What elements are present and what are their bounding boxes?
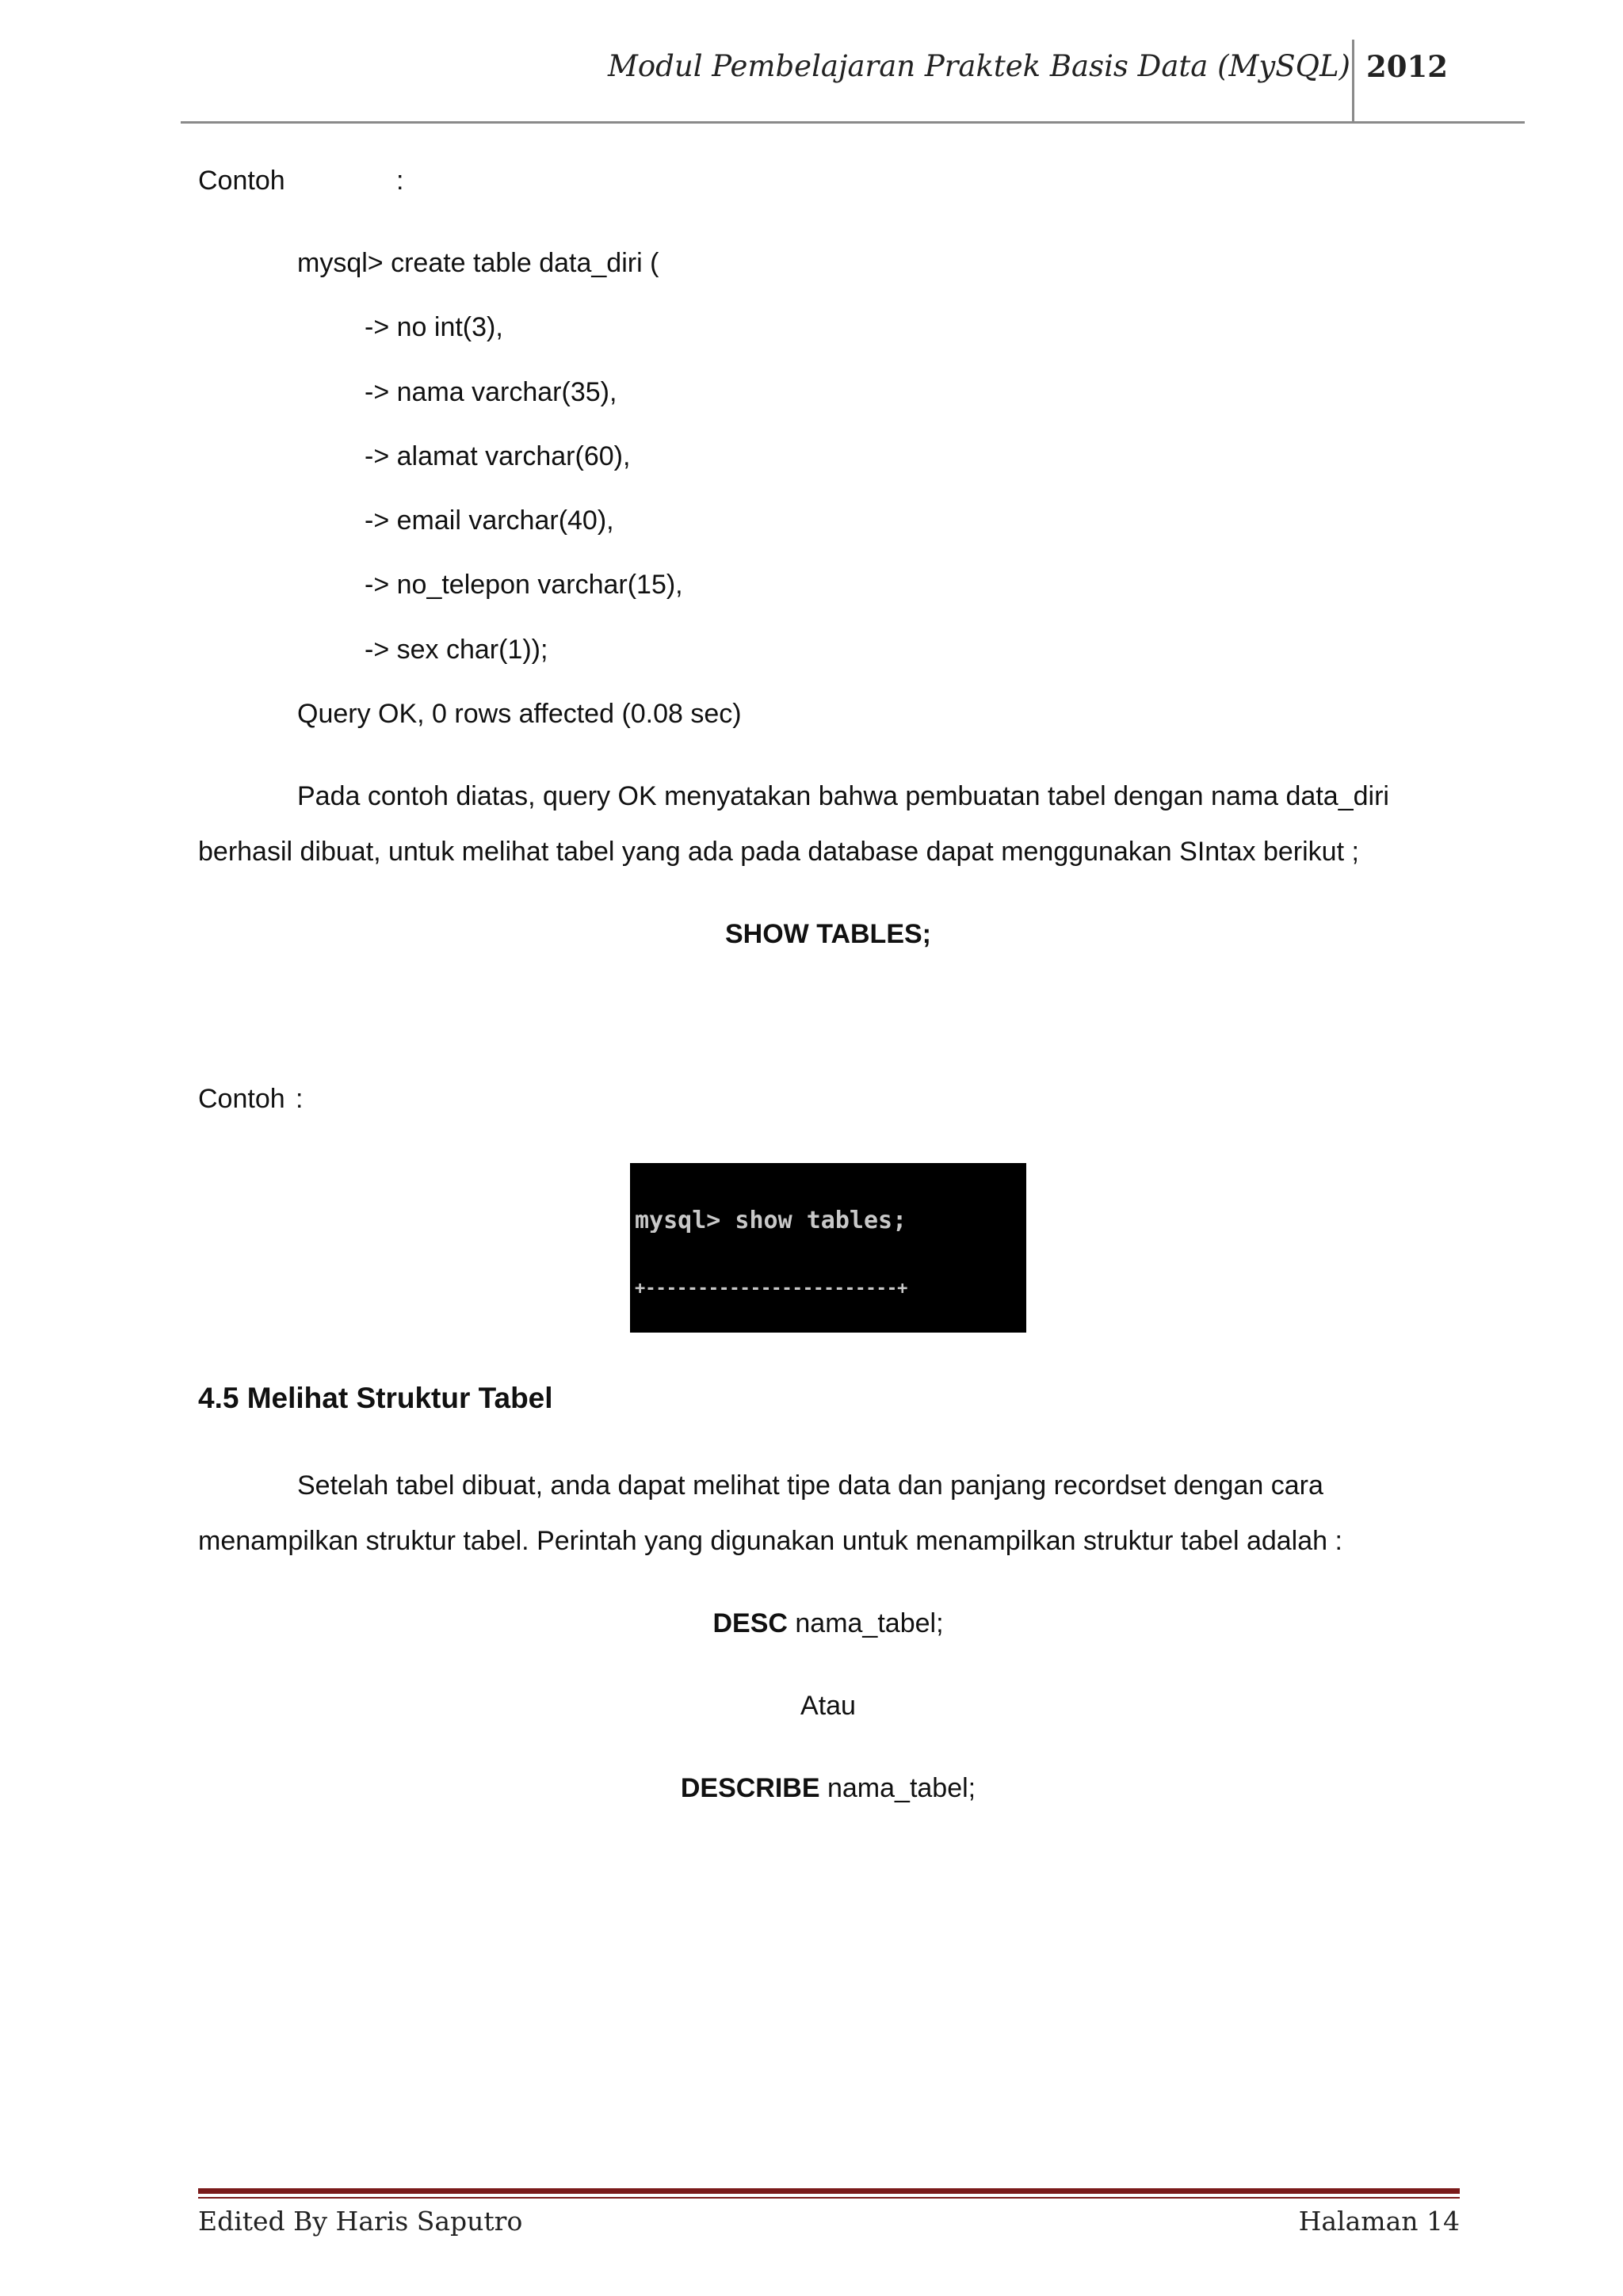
footer-page-number: Halaman 14 (1298, 2206, 1460, 2237)
code-line: mysql> create table data_diri ( (297, 248, 659, 278)
syntax-rest: nama_tabel; (787, 1608, 944, 1638)
example-colon: : (296, 1084, 304, 1114)
footer-rule-thin (198, 2197, 1460, 2199)
terminal-output (630, 1163, 1026, 1333)
terminal-separator: +------------------------+ (635, 1278, 908, 1299)
code-line: -> email varchar(40), (365, 505, 614, 536)
header-title: Modul Pembelajaran Praktek Basis Data (MySQL) (608, 49, 1350, 83)
syntax-rest: nama_tabel; (819, 1773, 976, 1803)
code-line: -> no int(3), (365, 312, 503, 342)
code-line: -> sex char(1)); (365, 635, 548, 665)
code-line: -> nama varchar(35), (365, 377, 617, 407)
syntax-desc (0, 1608, 1623, 1639)
footer-author: Edited By Haris Saputro (198, 2206, 523, 2237)
query-result: Query OK, 0 rows affected (0.08 sec) (297, 699, 742, 729)
section-heading: 4.5 Melihat Struktur Tabel (198, 1382, 553, 1414)
example-colon: : (396, 166, 404, 196)
paragraph-line: berhasil dibuat, untuk melihat tabel yang ada pada database dapat menggunakan SIntax berikut ; (198, 837, 1359, 867)
header-rule (181, 121, 1525, 124)
code-line: -> no_telepon varchar(15), (365, 570, 683, 600)
header-separator (1352, 40, 1354, 122)
or-text: Atau (800, 1691, 856, 1721)
terminal-line: mysql> show tables; (635, 1210, 907, 1233)
syntax-show-tables: SHOW TABLES; (724, 919, 931, 949)
footer-rule (198, 2188, 1460, 2194)
syntax-keyword: DESC (712, 1608, 788, 1638)
example-label: Contoh (198, 166, 285, 196)
syntax-describe (0, 1772, 1623, 1804)
syntax-keyword: DESCRIBE (680, 1773, 820, 1803)
paragraph-line: Pada contoh diatas, query OK menyatakan bahwa pembuatan tabel dengan nama data_diri (297, 781, 1389, 811)
header-year: 2012 (1366, 49, 1448, 84)
example-label: Contoh (198, 1084, 285, 1114)
paragraph-line: menampilkan struktur tabel. Perintah yang digunakan untuk menampilkan struktur tabel adalah : (198, 1526, 1342, 1556)
code-line: -> alamat varchar(60), (365, 441, 631, 471)
paragraph-line: Setelah tabel dibuat, anda dapat melihat tipe data dan panjang recordset dengan cara (297, 1470, 1323, 1501)
